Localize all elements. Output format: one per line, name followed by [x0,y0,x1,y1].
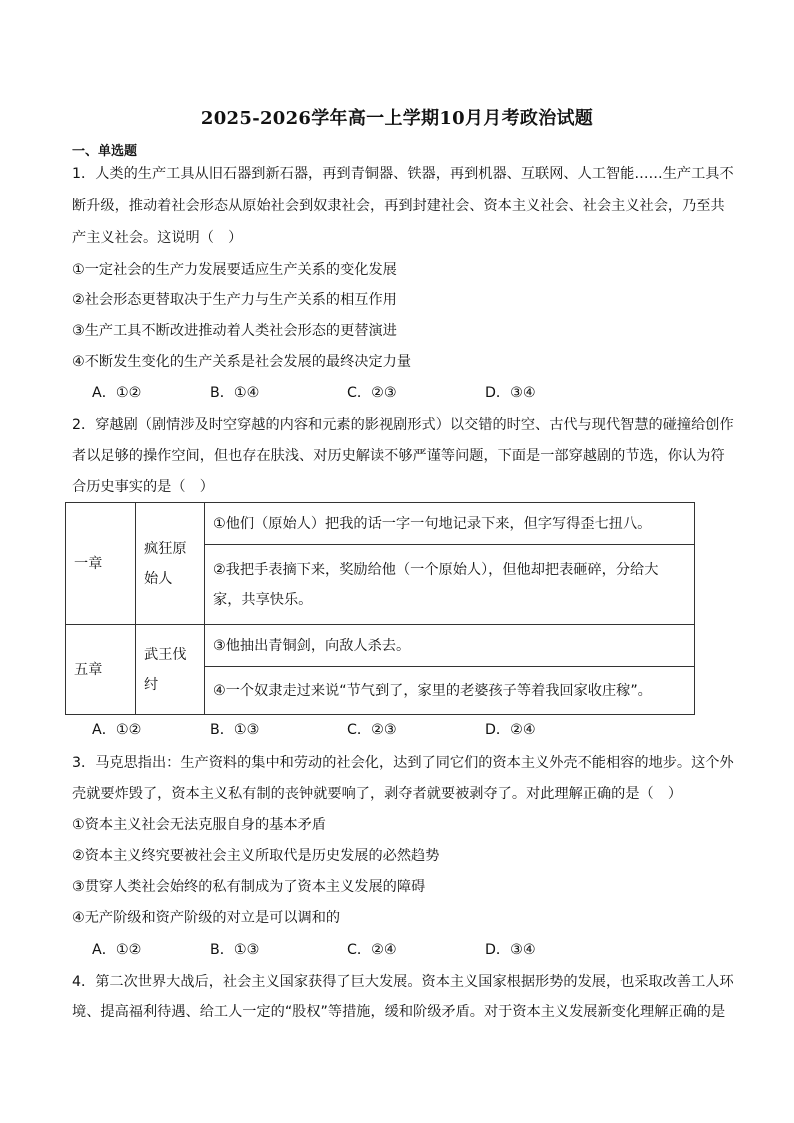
table-cell-1a: ①他们（原始人）把我的话一字一句地记录下来，但字写得歪七扭八。 [205,503,695,545]
q3-option-a[interactable]: A．①② [92,942,142,958]
q2-stem-line-3: 合历史事实的是（ ） [72,479,214,495]
q1-option-b[interactable]: B．①④ [210,385,260,401]
q3-item-3: ③贯穿人类社会始终的私有制成为了资本主义发展的障碍 [72,879,426,895]
q1-stem-line-1: 1．人类的生产工具从旧石器到新石器，再到青铜器、铁器，再到机器、互联网、人工智能……生产工具不 [72,166,734,182]
q3-item-1: ①资本主义社会无法克服自身的基本矛盾 [72,817,326,833]
q2-option-a[interactable]: A．①② [92,722,142,738]
q3-item-2: ②资本主义终究要被社会主义所取代是历史发展的必然趋势 [72,848,440,864]
page-title: 2025-2026学年高一上学期10月月考政治试题 [200,108,594,129]
table-title-2: 武王伐纣 [136,625,205,715]
q2-option-d[interactable]: D．②④ [485,722,536,738]
table-cell-1b: ②我把手表摘下来，奖励给他（一个原始人），但他却把表砸碎，分给大家，共享快乐。 [205,545,695,625]
q1-stem-line-3: 产主义社会。这说明（ ） [72,230,243,246]
table-chapter-2: 五章 [66,625,136,715]
q1-item-4: ④不断发生变化的生产关系是社会发展的最终决定力量 [72,354,412,370]
q2-table [65,502,695,715]
q3-option-d[interactable]: D．③④ [485,942,536,958]
table-cell-2a: ③他抽出青铜剑，向敌人杀去。 [205,625,695,667]
q4-stem-line-2: 境、提高福利待遇、给工人一定的“股权”等措施，缓和阶级矛盾。对于资本主义发展新变化理解正确的是 [72,1004,726,1020]
q2-stem-line-1: 2．穿越剧（剧情涉及时空穿越的内容和元素的影视剧形式）以交错的时空、古代与现代智慧的碰撞给创作 [72,417,734,433]
q2-stem-line-2: 者以足够的操作空间，但也存在肤浅、对历史解读不够严谨等问题，下面是一部穿越剧的节选，你认为符 [72,448,725,464]
q1-option-d[interactable]: D．③④ [485,385,536,401]
q1-stem-line-2: 断升级，推动着社会形态从原始社会到奴隶社会，再到封建社会、资本主义社会、社会主义社会，乃至共 [72,198,725,214]
q1-item-2: ②社会形态更替取决于生产力与生产关系的相互作用 [72,292,397,308]
q3-item-4: ④无产阶级和资产阶级的对立是可以调和的 [72,910,341,926]
q1-item-3: ③生产工具不断改进推动着人类社会形态的更替演进 [72,323,397,339]
table-cell-2b: ④一个奴隶走过来说“节气到了，家里的老婆孩子等着我回家收庄稼”。 [205,667,695,715]
table-chapter-1: 一章 [66,503,136,625]
q3-option-c[interactable]: C．②④ [347,942,397,958]
q2-option-c[interactable]: C．②③ [347,722,397,738]
q1-item-1: ①一定社会的生产力发展要适应生产关系的变化发展 [72,262,397,278]
q4-stem-line-1: 4．第二次世界大战后，社会主义国家获得了巨大发展。资本主义国家根据形势的发展，也采取改善工人环 [72,974,734,990]
q3-stem-line-2: 壳就要炸毁了，资本主义私有制的丧钟就要响了，剥夺者就要被剥夺了。对此理解正确的是（ ） [72,786,683,802]
table-title-1: 疯狂原始人 [136,503,205,625]
q2-option-b[interactable]: B．①③ [210,722,260,738]
q1-option-a[interactable]: A．①② [92,385,142,401]
section-heading: 一、单选题 [72,144,138,159]
q3-option-b[interactable]: B．①③ [210,942,260,958]
q1-option-c[interactable]: C．②③ [347,385,397,401]
q3-stem-line-1: 3．马克思指出：生产资料的集中和劳动的社会化，达到了同它们的资本主义外壳不能相容的地步。这个外 [72,755,734,771]
